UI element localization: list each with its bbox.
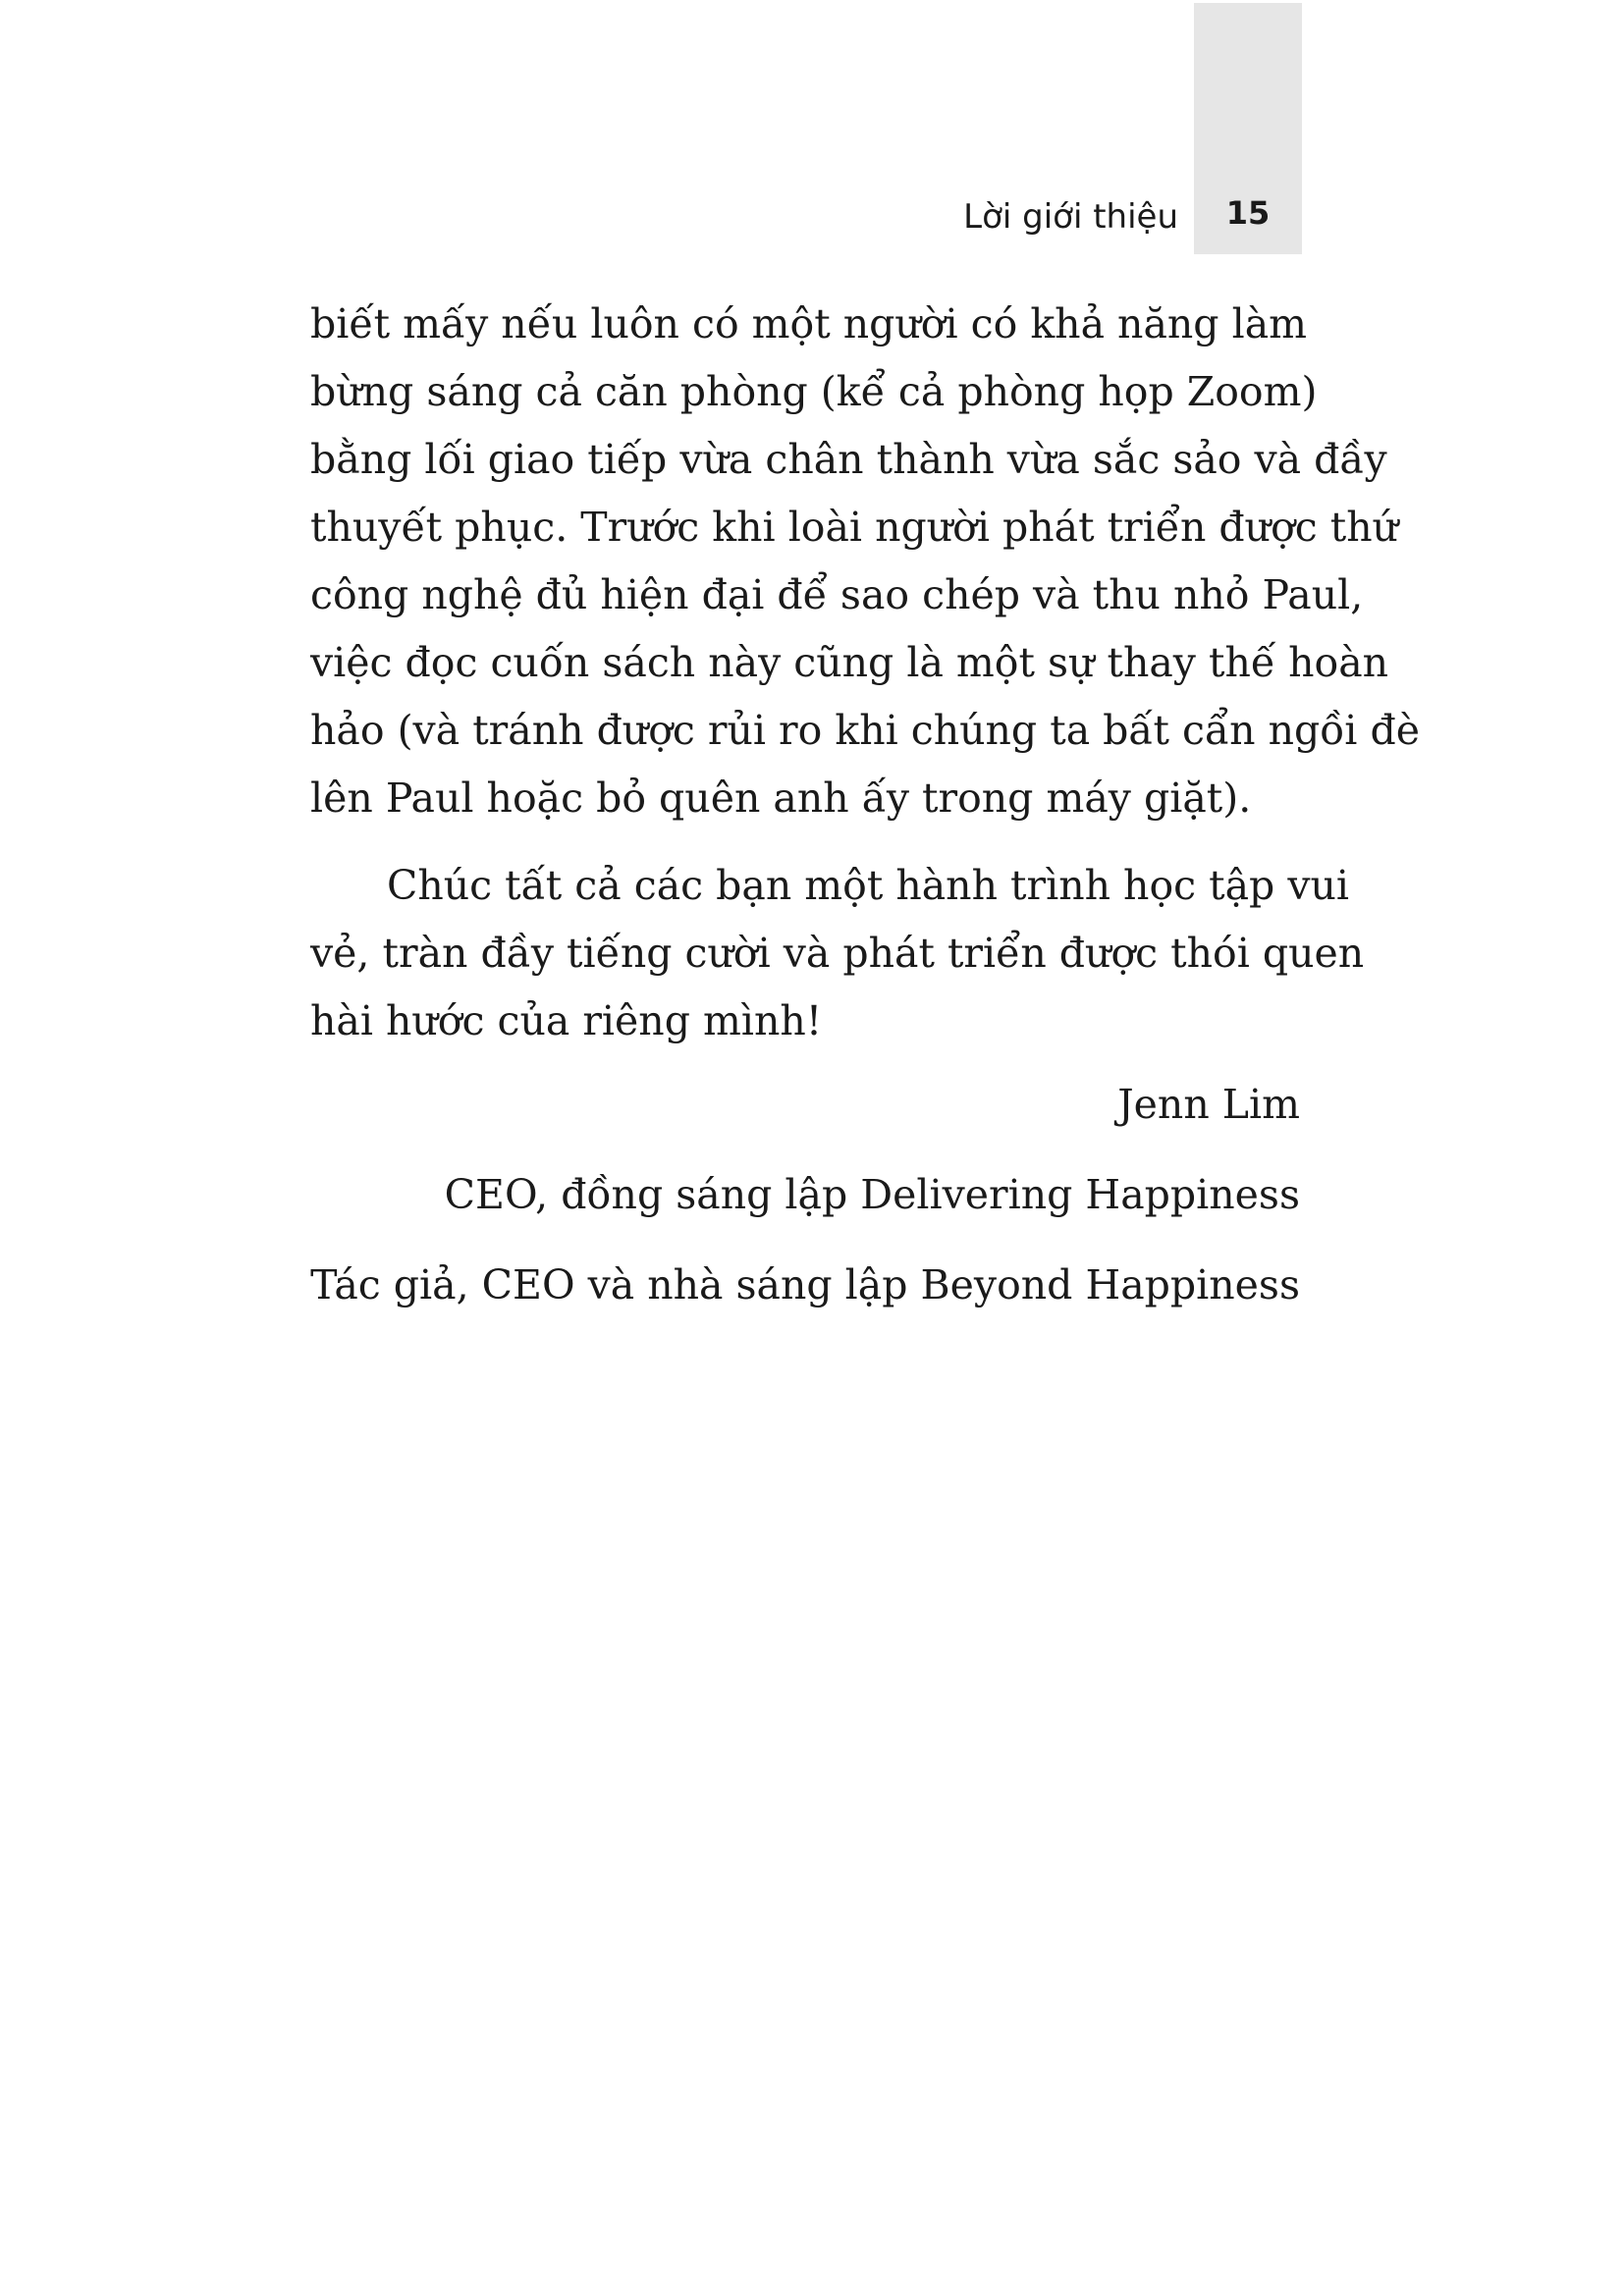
- text-line: bằng lối giao tiếp vừa chân thành vừa sắc sảo và đầy: [310, 436, 1387, 483]
- paragraph: [310, 291, 1420, 832]
- running-head-title: Lời giới thiệu: [963, 197, 1178, 237]
- text-line: việc đọc cuốn sách này cũng là một sự thay thế hoàn: [310, 639, 1389, 686]
- text-line: bừng sáng cả căn phòng (kể cả phòng họp Zoom): [310, 368, 1318, 415]
- text-line: công nghệ đủ hiện đại để sao chép và thu nhỏ Paul,: [310, 571, 1364, 618]
- signature-block: [310, 1071, 1300, 1319]
- signature-title: CEO, đồng sáng lập Delivering Happiness: [444, 1171, 1300, 1218]
- text-line: vẻ, tràn đầy tiếng cười và phát triển được thói quen: [310, 930, 1365, 977]
- text-line: lên Paul hoặc bỏ quên anh ấy trong máy giặt).: [310, 774, 1252, 822]
- text-line: hài hước của riêng mình!: [310, 997, 823, 1044]
- signature-title: Tác giả, CEO và nhà sáng lập Beyond Happiness: [310, 1261, 1300, 1308]
- paragraph: [310, 852, 1365, 1055]
- signature-name: Jenn Lim: [1117, 1081, 1300, 1128]
- page-body: [310, 291, 1420, 1319]
- text-line: thuyết phục. Trước khi loài người phát triển được thứ: [310, 504, 1399, 551]
- text-line: hảo (và tránh được rủi ro khi chúng ta bất cẩn ngồi đè: [310, 707, 1420, 754]
- text-line: Chúc tất cả các bạn một hành trình học tập vui: [387, 862, 1350, 909]
- text-line: biết mấy nếu luôn có một người có khả năng làm: [310, 300, 1308, 347]
- page-number: 15: [1225, 194, 1271, 232]
